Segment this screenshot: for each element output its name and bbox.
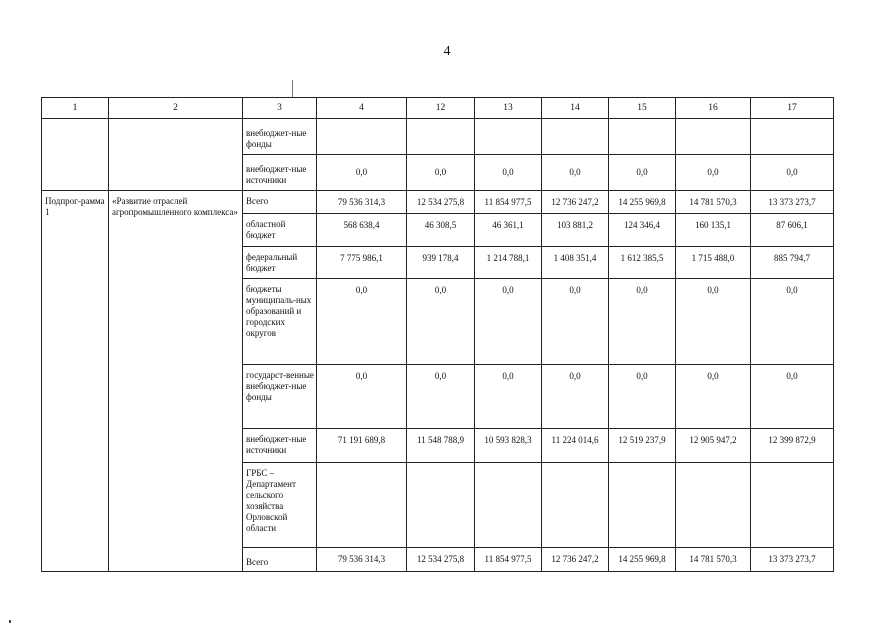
value-cell: 103 881,2	[542, 214, 609, 247]
value-cell	[475, 463, 542, 548]
value-cell: 0,0	[475, 279, 542, 365]
value-cell	[609, 463, 676, 548]
value-cell: 46 308,5	[407, 214, 475, 247]
value-cell	[317, 463, 407, 548]
value-cell: 11 854 977,5	[475, 191, 542, 214]
empty-cell	[109, 119, 243, 191]
value-cell: 0,0	[751, 279, 834, 365]
value-cell: 0,0	[542, 155, 609, 191]
value-cell: 568 638,4	[317, 214, 407, 247]
value-cell: 10 593 828,3	[475, 429, 542, 463]
header-cell: 4	[317, 98, 407, 119]
value-cell: 0,0	[475, 155, 542, 191]
header-cell: 12	[407, 98, 475, 119]
value-cell: 14 781 570,3	[676, 548, 751, 572]
value-cell: 13 373 273,7	[751, 548, 834, 572]
value-cell	[676, 119, 751, 155]
value-cell: 12 519 237,9	[609, 429, 676, 463]
value-cell: 14 781 570,3	[676, 191, 751, 214]
value-cell: 12 534 275,8	[407, 548, 475, 572]
header-cell: 16	[676, 98, 751, 119]
scan-artifact-line	[292, 80, 293, 98]
value-cell: 1 214 788,1	[475, 247, 542, 279]
value-cell: 0,0	[609, 279, 676, 365]
header-cell: 13	[475, 98, 542, 119]
value-cell: 885 794,7	[751, 247, 834, 279]
header-cell: 2	[109, 98, 243, 119]
value-cell: 0,0	[676, 365, 751, 429]
value-cell: 0,0	[542, 279, 609, 365]
empty-cell	[42, 119, 109, 191]
header-cell: 3	[243, 98, 317, 119]
header-cell: 14	[542, 98, 609, 119]
value-cell: 0,0	[676, 279, 751, 365]
value-cell	[676, 463, 751, 548]
row-label: бюджеты муниципаль-ных образований и городских округов	[243, 279, 317, 365]
value-cell: 1 408 351,4	[542, 247, 609, 279]
row-label: областной бюджет	[243, 214, 317, 247]
value-cell: 160 135,1	[676, 214, 751, 247]
value-cell: 0,0	[542, 365, 609, 429]
value-cell: 12 736 247,2	[542, 548, 609, 572]
value-cell	[475, 119, 542, 155]
row-label: федеральный бюджет	[243, 247, 317, 279]
value-cell: 0,0	[407, 279, 475, 365]
header-row	[42, 98, 834, 119]
value-cell: 7 775 986,1	[317, 247, 407, 279]
value-cell: 1 715 488,0	[676, 247, 751, 279]
value-cell: 0,0	[317, 365, 407, 429]
value-cell: 0,0	[317, 279, 407, 365]
row-label: внебюджет-ные фонды	[243, 119, 317, 155]
value-cell	[407, 119, 475, 155]
value-cell: 12 736 247,2	[542, 191, 609, 214]
row-label: внебюджет-ные источники	[243, 155, 317, 191]
value-cell	[407, 463, 475, 548]
value-cell: 0,0	[475, 365, 542, 429]
header-cell: 1	[42, 98, 109, 119]
header-cell: 17	[751, 98, 834, 119]
value-cell: 71 191 689,8	[317, 429, 407, 463]
subprogram-name: Подпрог-рамма 1	[42, 191, 109, 572]
value-cell	[751, 119, 834, 155]
row-label: государст-венные внебюджет-ные фонды	[243, 365, 317, 429]
value-cell: 0,0	[751, 155, 834, 191]
value-cell: 0,0	[676, 155, 751, 191]
value-cell: 87 606,1	[751, 214, 834, 247]
value-cell: 0,0	[407, 365, 475, 429]
header-cell: 15	[609, 98, 676, 119]
table-row	[42, 119, 834, 155]
table-row	[42, 191, 834, 214]
value-cell: 14 255 969,8	[609, 191, 676, 214]
value-cell: 79 536 314,3	[317, 191, 407, 214]
value-cell: 0,0	[751, 365, 834, 429]
value-cell: 1 612 385,5	[609, 247, 676, 279]
value-cell: 0,0	[609, 365, 676, 429]
value-cell	[542, 463, 609, 548]
value-cell: 12 534 275,8	[407, 191, 475, 214]
page-number: 4	[443, 44, 451, 59]
row-label: Всего	[243, 191, 317, 214]
value-cell: 12 399 872,9	[751, 429, 834, 463]
value-cell: 11 224 014,6	[542, 429, 609, 463]
value-cell: 939 178,4	[407, 247, 475, 279]
value-cell: 79 536 314,3	[317, 548, 407, 572]
value-cell: 0,0	[407, 155, 475, 191]
value-cell	[317, 119, 407, 155]
value-cell	[609, 119, 676, 155]
scan-speck	[9, 620, 11, 623]
budget-table	[41, 97, 834, 572]
value-cell: 13 373 273,7	[751, 191, 834, 214]
value-cell: 11 854 977,5	[475, 548, 542, 572]
value-cell: 14 255 969,8	[609, 548, 676, 572]
value-cell: 0,0	[317, 155, 407, 191]
value-cell: 0,0	[609, 155, 676, 191]
row-label: Всего	[243, 548, 317, 572]
value-cell: 124 346,4	[609, 214, 676, 247]
value-cell	[751, 463, 834, 548]
value-cell	[542, 119, 609, 155]
value-cell: 46 361,1	[475, 214, 542, 247]
subprogram-title: «Развитие отраслей агропромышленного комплекса»	[109, 191, 243, 572]
row-label: внебюджет-ные источники	[243, 429, 317, 463]
row-label: ГРБС – Департамент сельского хозяйства Орловской области	[243, 463, 317, 548]
value-cell: 11 548 788,9	[407, 429, 475, 463]
value-cell: 12 905 947,2	[676, 429, 751, 463]
